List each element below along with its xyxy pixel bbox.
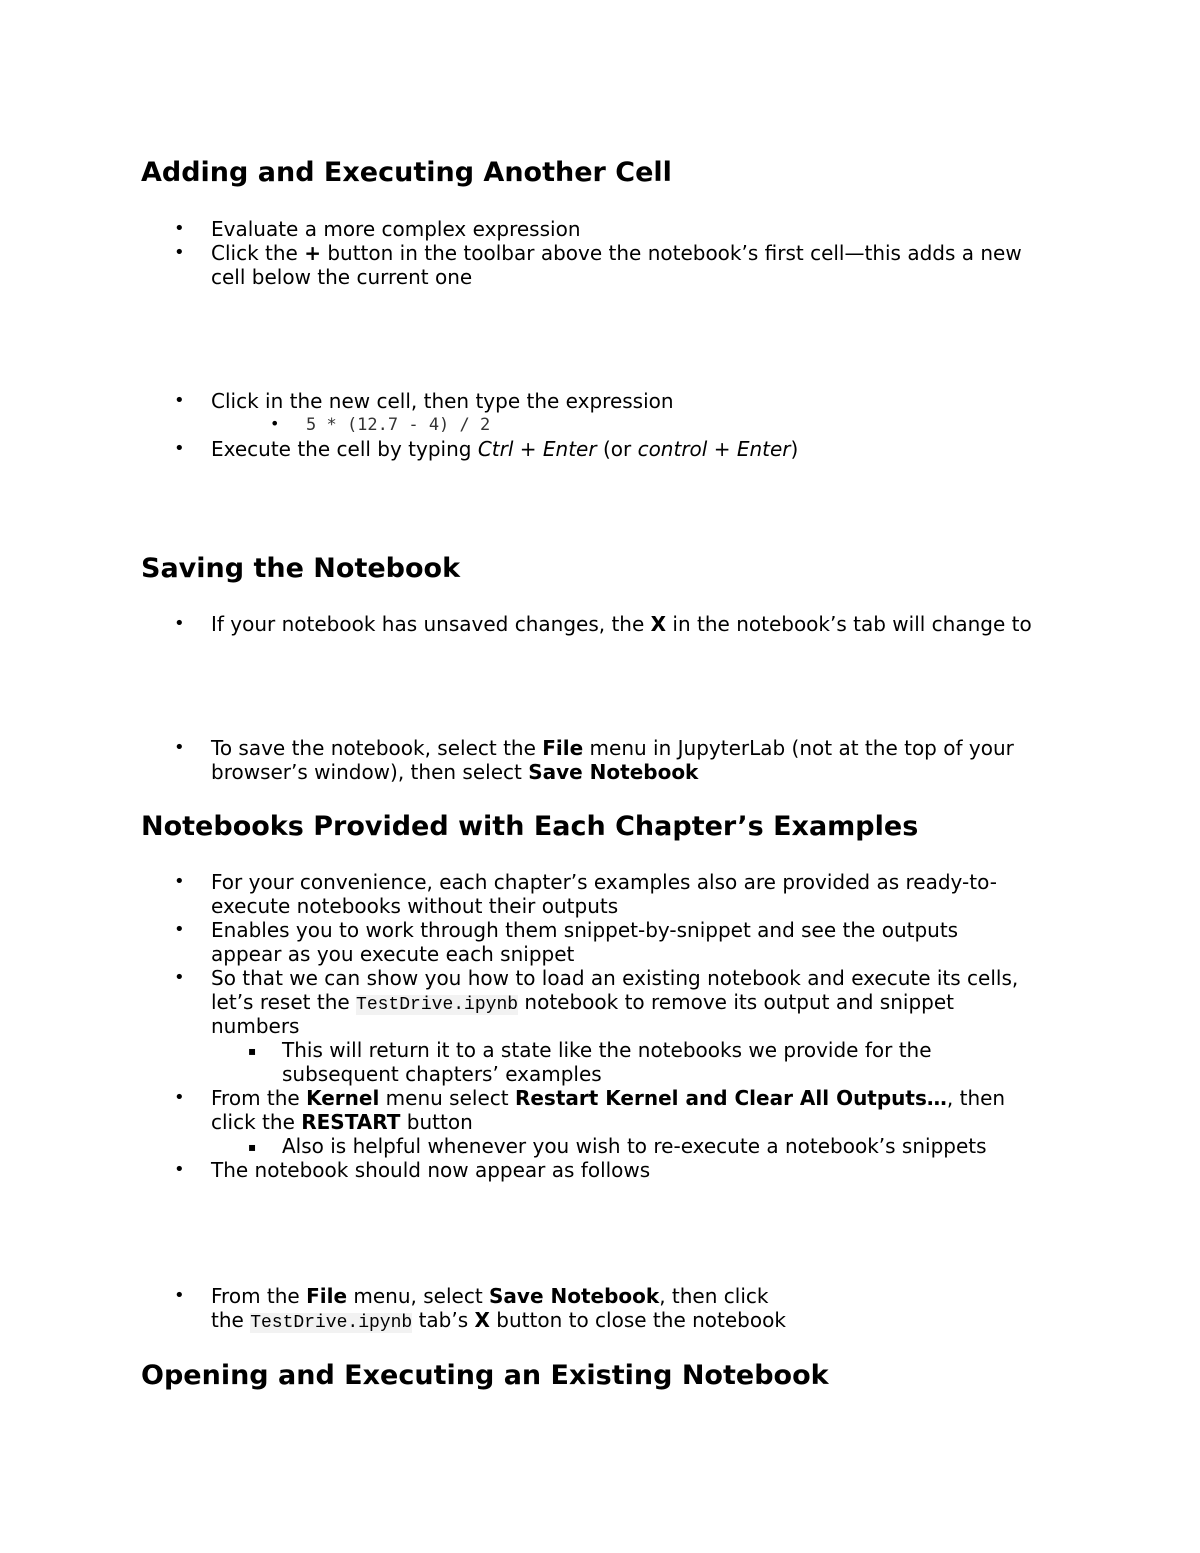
bullet-icon: • [174, 1285, 185, 1306]
heading-saving-notebook: Saving the Notebook [141, 553, 461, 584]
code-expression: 5 * (12.7 - 4) / 2 [306, 415, 491, 435]
inline-code: TestDrive.ipynb [356, 995, 519, 1015]
list-item-continuation: appear as you execute each snippet [211, 942, 575, 966]
square-bullet-icon: ▪ [248, 1140, 257, 1154]
list-item: Click the + button in the toolbar above the notebook’s first cell—this adds a new [211, 241, 1022, 265]
inline-code: TestDrive.ipynb [250, 1313, 413, 1333]
heading-opening-executing-notebook: Opening and Executing an Existing Notebook [141, 1360, 829, 1391]
list-item-continuation: execute notebooks without their outputs [211, 894, 619, 918]
bullet-icon: • [174, 1159, 185, 1180]
list-item: Execute the cell by typing Ctrl + Enter (or control + Enter) [211, 437, 799, 461]
list-item-continuation: browser’s window), then select Save Notebook [211, 760, 699, 784]
list-item-continuation: let’s reset the TestDrive.ipynb notebook to remove its output and snippet [211, 990, 954, 1015]
sub-list-item: Also is helpful whenever you wish to re-execute a notebook’s snippets [282, 1134, 987, 1158]
list-item-continuation: the TestDrive.ipynb tab’s X button to close the notebook [211, 1308, 786, 1333]
bullet-icon: • [270, 414, 280, 433]
bullet-icon: • [174, 737, 185, 758]
list-item: Enables you to work through them snippet-by-snippet and see the outputs [211, 918, 959, 942]
list-item: If your notebook has unsaved changes, the X in the notebook’s tab will change to [211, 612, 1032, 636]
bullet-icon: • [174, 1087, 185, 1108]
heading-notebooks-provided: Notebooks Provided with Each Chapter’s Examples [141, 811, 919, 842]
list-item-continuation: cell below the current one [211, 265, 473, 289]
bullet-icon: • [174, 218, 185, 239]
bullet-icon: • [174, 919, 185, 940]
list-item: From the File menu, select Save Notebook, then click [211, 1284, 769, 1308]
bullet-icon: • [174, 967, 185, 988]
list-item: The notebook should now appear as follows [211, 1158, 651, 1182]
square-bullet-icon: ▪ [248, 1044, 257, 1058]
list-item: For your convenience, each chapter’s examples also are provided as ready-to- [211, 870, 997, 894]
list-item: To save the notebook, select the File menu in JupyterLab (not at the top of your [211, 736, 1014, 760]
bullet-icon: • [174, 242, 185, 263]
sub-list-item: This will return it to a state like the notebooks we provide for the [282, 1038, 932, 1062]
list-item-continuation: click the RESTART button [211, 1110, 473, 1134]
list-item: Click in the new cell, then type the expression [211, 389, 674, 413]
list-item: From the Kernel menu select Restart Kernel and Clear All Outputs…, then [211, 1086, 1006, 1110]
list-item-continuation: numbers [211, 1014, 300, 1038]
list-item: So that we can show you how to load an existing notebook and execute its cells, [211, 966, 1019, 990]
bullet-icon: • [174, 390, 185, 411]
sub-list-item-continuation: subsequent chapters’ examples [282, 1062, 602, 1086]
bullet-icon: • [174, 613, 185, 634]
bullet-icon: • [174, 438, 185, 459]
bullet-icon: • [174, 871, 185, 892]
heading-adding-executing-cell: Adding and Executing Another Cell [141, 157, 672, 188]
list-item: Evaluate a more complex expression [211, 217, 581, 241]
